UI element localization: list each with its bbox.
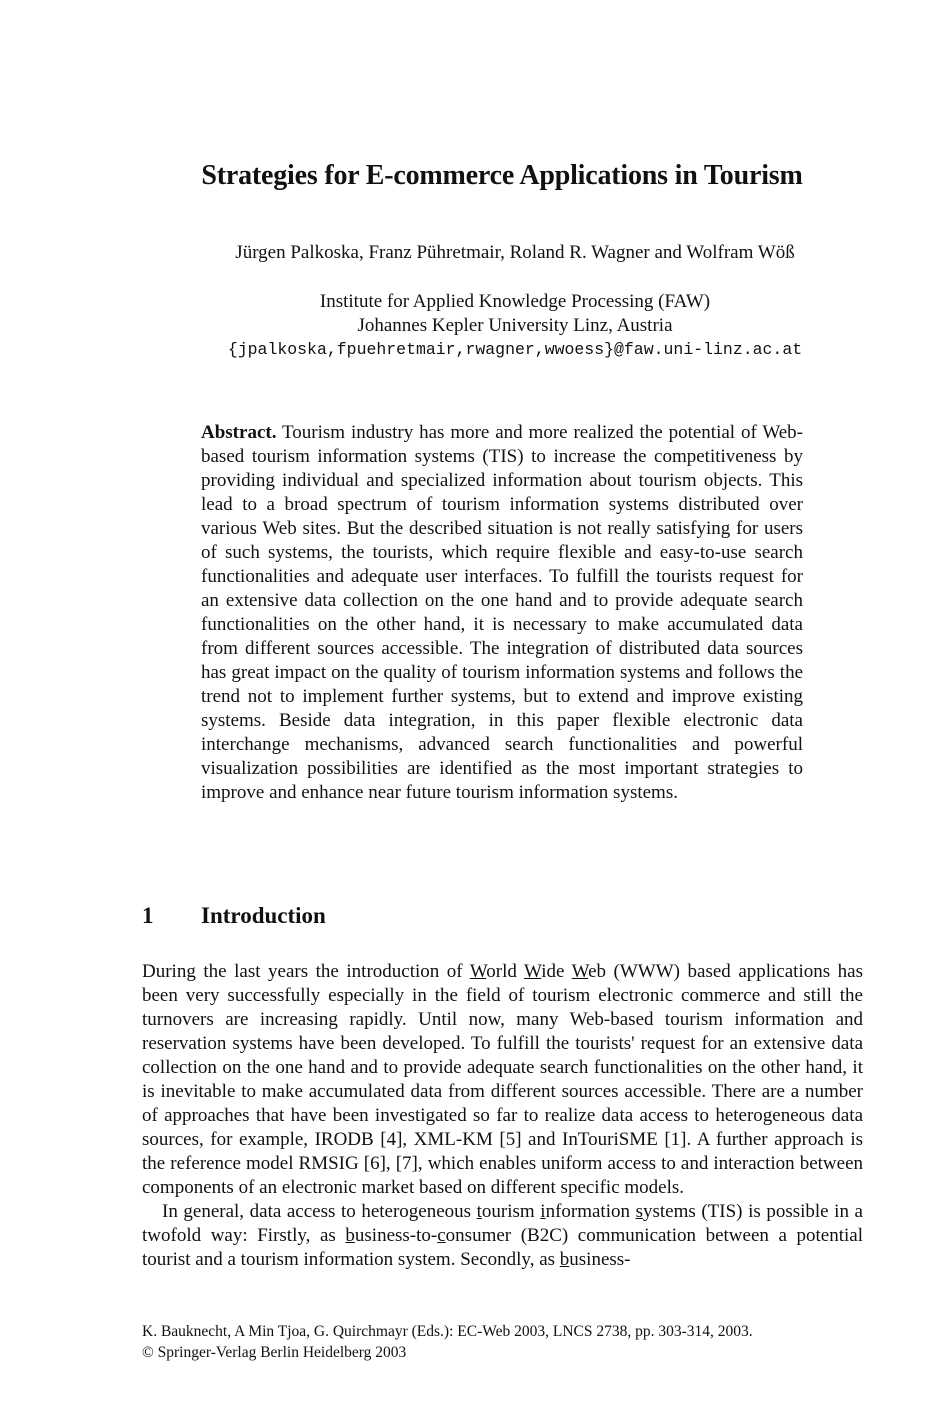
abstract (201, 421, 803, 805)
author-emails: {jpalkoska,fpuehretmair,rwagner,wwoess}@faw.uni-linz.ac.at (227, 340, 803, 359)
text-run: nformation (545, 1201, 636, 1222)
text-run: ide (541, 961, 572, 982)
text-run: ystems (TIS) is possible in a twofold way: Firstly, as (142, 1201, 863, 1246)
text-run: ourism (481, 1201, 541, 1222)
text-run: During the last years the introduction of (142, 961, 470, 982)
underlined-letter: b (559, 1249, 570, 1270)
paragraph-2 (142, 1200, 863, 1272)
text-run: In general, data access to heterogeneous (162, 1201, 477, 1222)
underlined-letter: W (469, 961, 487, 982)
underlined-letter: W (524, 961, 542, 982)
affiliation-institute: Institute for Applied Knowledge Processing (FAW) (319, 291, 711, 312)
section-body (142, 960, 863, 1272)
underlined-letter: W (571, 961, 589, 982)
citation-line: K. Bauknecht, A Min Tjoa, G. Quirchmayr (Eds.): EC-Web 2003, LNCS 2738, pp. 303-314, 2003. (142, 1323, 753, 1340)
underlined-letter: b (345, 1225, 355, 1246)
underlined-letter: s (635, 1201, 643, 1222)
author-list: Jürgen Palkoska, Franz Pühretmair, Roland R. Wagner and Wolfram Wöß (235, 242, 795, 263)
page-footer (142, 1321, 862, 1363)
section-number: 1 (142, 903, 154, 928)
underlined-letter: i (540, 1201, 546, 1222)
copyright-line: © Springer-Verlag Berlin Heidelberg 2003 (142, 1344, 407, 1361)
abstract-text: Tourism industry has more and more realized the potential of Web-based tourism information systems (TIS) to increase the competitiveness by providing individual and specialized information about tourism objects. This lead to a broad spectrum of tourism information systems distributed over various Web sites. But the described situation is not really satisfying for users of such systems, the tourists, which require flexible and easy-to-use search functionalities and adequate user interfaces. To fulfill the tourists request for an extensive data collection on the one hand and to provide adequate search functionalities on the other hand, it is necessary to make accumulated data from different sources accessible. The integration of distributed data sources has great impact on the quality of tourism information systems and follows the trend not to implement further systems, but to extend and improve existing systems. Beside data integration, in this paper flexible electronic data interchange mechanisms, advanced search functionalities and powerful visualization possibilities are identified as the most important strategies to improve and enhance near future tourism information systems. (201, 422, 803, 803)
text-run: usiness- (569, 1249, 631, 1270)
paragraph-1 (142, 960, 863, 1200)
text-run: (WWW) based applications has been very successfully especially in the field of tourism electronic commerce and still the turnovers are increasing rapidly. Until now, many Web-based tourism information and reservation systems have been developed. To fulfill the tourists' request for an extensive data collection on the one hand and to provide adequate search functionalities on the other hand, it is inevitable to make accumulated data from different sources accessible. There are a number of approaches that have been investigated so far to realize data access to heterogeneous data sources, for example, IRODB [4], XML-KM [5] and InTouriSME [1]. A further approach is the reference model RMSIG [6], [7], which enables uniform access to and interaction between components of an electronic market based on different specific models. (142, 961, 863, 1198)
paper-title: Strategies for E-commerce Applications in Tourism (201, 160, 803, 191)
abstract-label: Abstract. (201, 422, 277, 443)
underlined-letter: c (437, 1225, 446, 1246)
text-run: usiness-to- (354, 1225, 438, 1246)
section-title: Introduction (201, 903, 326, 928)
text-run: orld (486, 961, 525, 982)
text-run: onsumer (B2C) communication between a potential tourist and a tourism information system. Secondly, as (142, 1225, 863, 1270)
affiliation-university: Johannes Kepler University Linz, Austria (357, 315, 673, 336)
underlined-letter: t (476, 1201, 482, 1222)
section-heading (142, 903, 326, 929)
text-run: eb (588, 961, 606, 982)
affiliation-block (0, 290, 940, 362)
